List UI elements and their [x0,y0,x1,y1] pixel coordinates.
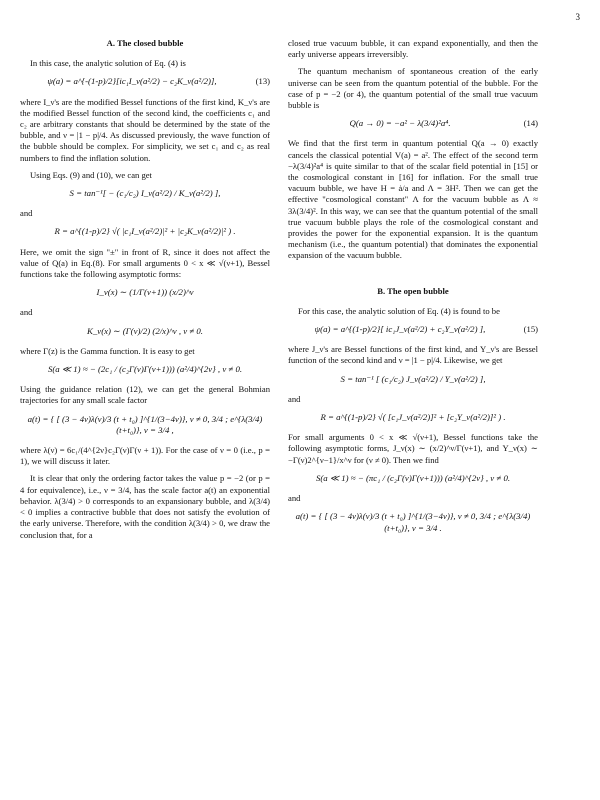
equation-formula: Q(a → 0) = −a² − λ(3/4)²a⁴. [349,118,451,129]
equation-formula: R = a^{(1-p)/2} √( |c₁I_ν(a²/2)|² + |c₂K_ν(a²/2)|² ) . [54,226,236,237]
equation-formula: a(t) = { [ (3 − 4ν)λ(ν)/3 (t + t₀) ]^{1/(3−4ν)}, ν ≠ 0, 3/4 ; e^{λ(3/4)(t+t₀)}, ν = 3/4 . [295,511,531,533]
paragraph: For small arguments 0 < x ≪ √(ν+1), Bessel functions take the following asymptotic forms, J_ν(x) ∼ (x/2)^ν/Γ(ν+1), and Y_ν(x) ∼ −Γ(ν)2^{ν−1}/x^ν for (ν ≠ 0). Then we find [288,432,538,465]
paragraph: and [288,493,301,504]
equation-14 [288,118,538,129]
equation-amplitude-r-open [288,412,538,423]
paragraph: where λ(ν) = 6c₁/(4^{2ν}c₂Γ(ν)Γ(ν + 1)). For the case of ν = 0 (i.e., p = 1), we will discuss it later. [20,445,270,467]
equation-number: (13) [255,76,270,87]
equation-13 [20,76,270,87]
paragraph: where I_ν's are the modified Bessel functions of the first kind, K_ν's are the modified Bessel function of the second kind, the coefficients c₁ and c₂ are arbitrary constants that should be determined by the state of the bubble, and ν = |1 − p|/4. As discussed previously, the wave function of the bubble should be complex. For simplicity, we set c₁ and c₂ as real numbers to find the inflation solution. [20,96,270,163]
equation-bessel-i [20,287,270,298]
equation-formula: S = tan⁻¹ [ (c₁/c₂) J_ν(a²/2) / Y_ν(a²/2) ], [340,373,486,384]
equation-amplitude-r [20,226,270,237]
paragraph: We find that the first term in quantum potential Q(a → 0) exactly cancels the classical potential V(a) = a². The effect of the second term −λ(3/4)²a⁴ is quite similar to that of the scalar field potential in [15] or the cosmological constant in [16] for inflation. For the small true vacuum bubble, we have H = ȧ/a and Λ = 3H². Then we can get the effective "cosmological constant" Λ for the vacuum bubble as Λ ≈ 3λ(3/4)². In this way, we can see that the quantum potential of the small true vacuum bubble plays the role of the cosmological constant and provides the power for the exponential expansion. It is the quantum mechanism (i.e., the quantum potential) that dominates the exponential expansion of the vacuum bubble. [288,138,538,261]
equation-formula: a(t) = { [ (3 − 4ν)λ(ν)/3 (t + t₀) ]^{1/(3−4ν)}, ν ≠ 0, 3/4 ; e^{λ(3/4)(t+t₀)}, ν = 3/4 , [27,413,263,435]
equation-formula: S = tan⁻¹[ − (c₁/c₂) I_ν(a²/2) / K_ν(a²/2) ], [69,188,221,199]
equation-phase-s [20,188,270,199]
equation-formula: I_ν(x) ∼ (1/Γ(ν+1)) (x/2)^ν [96,287,194,298]
paragraph: Using Eqs. (9) and (10), we can get [30,169,152,180]
paragraph: The quantum mechanism of spontaneous creation of the early universe can be seen from the quantum potential of the bubble. For the case of p = −2 (or 4), the quantum potential of the small true vacuum bubble is [288,66,538,111]
paragraph: and [20,208,33,219]
equation-formula: K_ν(x) ∼ (Γ(ν)/2) (2/x)^ν , ν ≠ 0. [87,325,203,336]
paragraph: Here, we omit the sign "±" in front of R, since it does not affect the value of Q(a) in Eq.(8). For small arguments 0 < x ≪ √(ν+1), Bessel functions take the following asymptotic forms: [20,246,270,280]
paragraph: For this case, the analytic solution of Eq. (4) is found to be [298,305,500,316]
paragraph: where Γ(z) is the Gamma function. It is easy to get [20,345,195,356]
equation-number: (14) [523,118,538,129]
equation-scale-factor [20,414,270,436]
equation-formula: S(a ≪ 1) ≈ − (2c₁ / (c₂Γ(ν)Γ(ν+1))) (a²/4)^{2ν} , ν ≠ 0. [47,364,243,375]
equation-formula: ψ(a) = a^{-(1-p)/2}[ic₁I_ν(a²/2) − c₂K_ν(a²/2)], [47,76,217,87]
equation-bessel-k [20,326,270,337]
paragraph: and [288,393,301,404]
section-heading-open-bubble: B. The open bubble [377,285,449,296]
right-column [288,38,538,543]
equation-s-small-a-open [288,473,538,484]
equation-s-small-a [20,364,270,375]
paragraph: It is clear that only the ordering factor takes the value p = −2 (or p = 4 for equivalence), i.e., ν = 3/4, has the scale factor a(t) an exponential behavior. λ(3/4) > 0 corresponds to an expansionary bubble, and λ(3/4) < 0 implies a contractive bubble that does not satisfy the evolution of the early universe. Therefore, with the condition λ(3/4) > 0, we draw the conclusion that, for a [20,473,270,540]
paragraph: and [20,307,33,318]
page-number: 3 [575,12,580,22]
equation-scale-factor-open [288,511,538,533]
equation-formula: R = a^{(1-p)/2} √( [c₁J_ν(a²/2)]² + [c₂Y_ν(a²/2)]² ) . [320,412,506,423]
equation-formula: S(a ≪ 1) ≈ − (πc₁ / (c₂Γ(ν)Γ(ν+1))) (a²/4)^{2ν} , ν ≠ 0. [315,472,511,483]
paragraph: closed true vacuum bubble, it can expand exponentially, and then the early universe appears irreversibly. [288,38,538,60]
equation-formula: ψ(a) = a^{(1-p)/2}[ ic₁J_ν(a²/2) + c₂Y_ν(a²/2) ], [314,324,486,335]
equation-phase-s-open [288,374,538,385]
left-column [20,38,270,547]
section-heading-closed-bubble: A. The closed bubble [106,38,184,48]
paragraph: where J_ν's are Bessel functions of the first kind, and Y_ν's are Bessel function of the second kind and ν = |1 − p|/4. Likewise, we get [288,344,538,366]
equation-15 [288,324,538,335]
paragraph: Using the guidance relation (12), we can get the general Bohmian trajectories for any small scale factor [20,384,270,406]
paragraph: In this case, the analytic solution of Eq. (4) is [30,58,186,69]
equation-number: (15) [523,324,538,335]
